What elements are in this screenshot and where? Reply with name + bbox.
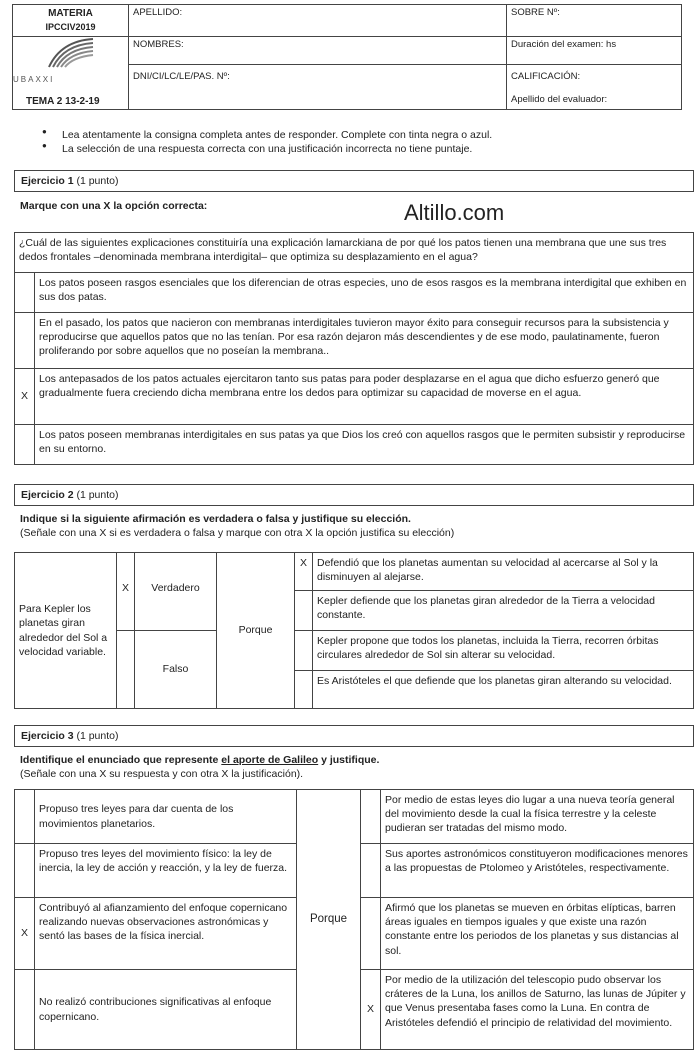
ej1-option-2-mark[interactable]: [15, 313, 35, 369]
ej3-title-box: [14, 725, 694, 747]
ej2-false-label: Falso: [135, 631, 217, 709]
ej2-reason-1-text: Defendió que los planetas aumentan su velocidad al acercarse al Sol y la disminuyen al alejarse.: [313, 553, 694, 591]
ej3-row-3-text: Contribuyó al afianzamiento del enfoque copernicano realizando nuevas observaciones astronómicas y sentó las bases de la física inercial.: [35, 898, 297, 970]
apellido-field[interactable]: APELLIDO:: [129, 5, 507, 37]
ej2-statement: Para Kepler los planetas giran alrededor del Sol a velocidad variable.: [15, 553, 117, 709]
watermark: Altillo.com: [404, 200, 505, 225]
ej3-instruction: Identifique el enunciado que represente el aporte de Galileo y justifique. (Señale con una X su respuesta y con otra X la justificación).: [20, 754, 380, 781]
ej3-row-3-jmark[interactable]: [361, 898, 381, 970]
ej3-sub: (Señale con una X su respuesta y con otra X la justificación).: [20, 768, 304, 781]
ej2-reason-2-text: Kepler defiende que los planetas giran alrededor de la Tierra a velocidad constante.: [313, 591, 694, 631]
ej3-row-3-mark[interactable]: X: [15, 898, 35, 970]
ej3-row-4-text: No realizó contribuciones significativas al enfoque copernicano.: [35, 970, 297, 1050]
ej3-row-3-jtext: Afirmó que los planetas se mueven en órbitas elípticas, barren áreas iguales en tiempos iguales y que existe una razón constante entre los periodos de los planetas y sus distancias al sol.: [381, 898, 694, 970]
logo-text: UBAXXI: [13, 75, 55, 84]
ej2-reason-3-text: Kepler propone que todos los planetas, incluida la Tierra, recorren órbitas circulares alrededor de Sol sin alterar su velocidad.: [313, 631, 694, 671]
tema-label: TEMA 2 13-2-19: [26, 96, 100, 107]
ej3-row-1-jmark[interactable]: [361, 790, 381, 844]
ej1-title: Ejercicio 1: [21, 175, 74, 187]
ej3-row-4-jmark[interactable]: X: [361, 970, 381, 1050]
ej1-option-4-text: Los patos poseen membranas interdigitales en sus patas ya que Dios los creó con aquellos rasgos que le permiten subsistir y reproducirse en su entorno.: [35, 425, 694, 465]
sobre-field[interactable]: SOBRE Nº:: [507, 5, 682, 37]
evaluador-label: Apellido del evaluador:: [511, 93, 608, 105]
instruction-item: ● La selección de una respuesta correcta con una justificación incorrecta no tiene puntaje.: [40, 142, 680, 156]
dni-field[interactable]: DNI/CI/LC/LE/PAS. Nº:: [129, 65, 507, 110]
calificacion-cell[interactable]: [507, 65, 682, 110]
ej3-row-4-jtext: Por medio de la utilización del telescopio pudo observar los cráteres de la Luna, los anillos de Saturno, las lunas de Júpiter y que Venus presentaba fases como la Luna. En contra de Aristóteles defendió el principio de relatividad del movimiento.: [381, 970, 694, 1050]
exam-header: [12, 4, 682, 110]
ej1-option-1-text: Los patos poseen rasgos esenciales que los diferencian de otras especies, uno de esos rasgos es la membrana interdigital que exhiben en sus dos patas.: [35, 273, 694, 313]
ej3-row-2-jmark[interactable]: [361, 844, 381, 898]
ej3-row-1-jtext: Por medio de estas leyes dio lugar a una nueva teoría general del movimiento desde la cual la física terrestre y la celeste pudieran ser tratadas del mismo modo.: [381, 790, 694, 844]
ej2-points: (1 punto): [76, 489, 119, 501]
materia-code: IPCCIV2019: [45, 21, 96, 32]
ej2-false-mark[interactable]: [117, 631, 135, 709]
ej2-reason-4-text: Es Aristóteles el que defiende que los planetas giran alterando su velocidad.: [313, 671, 694, 709]
ej1-points: (1 punto): [76, 175, 119, 187]
ej2-true-label: Verdadero: [135, 553, 217, 631]
ej1-table: [14, 232, 694, 465]
duracion-field[interactable]: Duración del examen: hs: [507, 37, 682, 65]
ej3-row-4-mark[interactable]: [15, 970, 35, 1050]
materia-cell: [13, 5, 129, 37]
ej1-title-box: [14, 170, 694, 192]
ej2-reason-4-mark[interactable]: [295, 671, 313, 709]
ej1-question: ¿Cuál de las siguientes explicaciones constituiría una explicación lamarckiana de por qué los patos tienen una membrana que une sus tres dedos frontales –denominada membrana interdigital– que optimiza su desplazamiento en el agua?: [15, 233, 694, 273]
instruction-list: [40, 128, 680, 156]
ej3-title: Ejercicio 3: [21, 730, 74, 742]
ej3-row-2-text: Propuso tres leyes del movimiento físico: la ley de inercia, la ley de acción y reacción, y la ley de fuerza.: [35, 844, 297, 898]
ej3-row-2-jtext: Sus aportes astronómicos constituyeron modificaciones menores a las propuestas de Ptolomeo y Aristóteles, respectivamente.: [381, 844, 694, 898]
materia-label: MATERIA: [48, 8, 93, 19]
ej2-reason-1-mark[interactable]: X: [295, 553, 313, 591]
ej3-table: [14, 789, 694, 1050]
instruction-item: ● Lea atentamente la consigna completa antes de responder. Complete con tinta negra o azul.: [40, 128, 680, 142]
ej2-true-mark[interactable]: X: [117, 553, 135, 631]
calificacion-label: CALIFICACIÓN:: [511, 71, 581, 82]
ej2-because: Porque: [217, 553, 295, 709]
ej3-points: (1 punto): [76, 730, 119, 742]
ej1-option-2-text: En el pasado, los patos que nacieron con membranas interdigitales tuvieron mayor éxito para conseguir recursos para la subsistencia y reproducirse que aquellos patos que no las tenían. Por esa razón dejaron más descendientes y de ese modo, paulatinamente, fueron proliferando por sobre aquellos que no poseían la membrana..: [35, 313, 694, 369]
ej2-reason-2-mark[interactable]: [295, 591, 313, 631]
ej1-option-1-mark[interactable]: [15, 273, 35, 313]
ej3-row-1-text: Propuso tres leyes para dar cuenta de los movimientos planetarios.: [35, 790, 297, 844]
ej2-instruction: Indique si la siguiente afirmación es verdadera o falsa y justifique su elección. (Señale con una X si es verdadera o falsa y marque con otra X la opción justifica su elección): [20, 513, 455, 540]
ej1-option-3-text: Los antepasados de los patos actuales ejercitaron tanto sus patas para poder desplazarse en el agua que dicho esfuerzo generó que gradualmente fuera creciendo dicha membrana entre los dedos para optimizar su capacidad de moverse en el agua.: [35, 369, 694, 425]
ej3-row-2-mark[interactable]: [15, 844, 35, 898]
ej1-instruction: Marque con una X la opción correcta:: [20, 200, 208, 212]
ej2-title-box: [14, 484, 694, 506]
ej2-table: [14, 552, 694, 709]
ej1-option-4-mark[interactable]: [15, 425, 35, 465]
ej2-reason-3-mark[interactable]: [295, 631, 313, 671]
ej3-row-1-mark[interactable]: [15, 790, 35, 844]
ej3-because: Porque: [297, 790, 361, 1050]
ej1-option-3-mark[interactable]: X: [15, 369, 35, 425]
ubaxxi-logo-icon: [41, 37, 101, 69]
ej2-sub: (Señale con una X si es verdadera o falsa y marque con otra X la opción justifica su elección): [20, 527, 455, 540]
nombres-field[interactable]: NOMBRES:: [129, 37, 507, 65]
ej2-title: Ejercicio 2: [21, 489, 74, 501]
